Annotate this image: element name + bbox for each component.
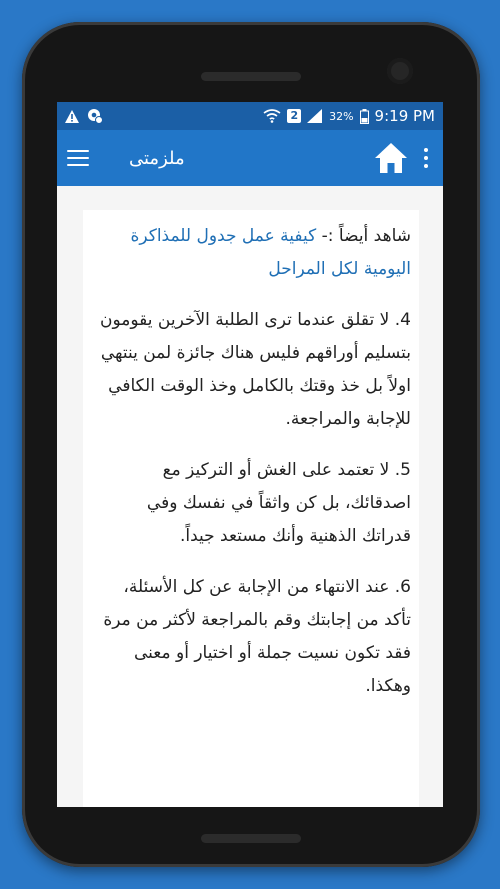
front-camera [387,58,413,84]
battery-percent: 32% [329,109,354,123]
see-also-link[interactable]: كيفية عمل جدول للمذاكرة اليومية لكل المراحل [130,226,411,279]
content-area [57,186,443,807]
article-paragraph: 4. لا تقلق عندما ترى الطلبة الآخرين يقومون بتسليم أوراقهم فليس هناك جائزة لمن ينتهي اولاً بل خذ وقتك بالكامل وخذ الوقت الكافي للإجابة والمراجعة. [100,310,411,429]
battery-icon [360,109,369,124]
app-bar [57,130,443,186]
wifi-icon [263,109,281,123]
status-bar [57,102,443,130]
app-title: ملزمتى [129,147,185,169]
sync-settings-icon [87,108,103,124]
see-also-paragraph [93,220,411,286]
status-left-icons [65,108,103,124]
status-right-icons [263,107,435,125]
home-icon[interactable] [373,141,409,175]
signal-icon [307,109,323,123]
phone-frame [22,22,480,867]
status-time: 9:19 PM [374,107,435,125]
sim-badge: 2 [287,109,301,123]
bottom-speaker [201,834,301,843]
article-paragraph: 6. عند الانتهاء من الإجابة عن كل الأسئلة، تأكد من إجابتك وقم بالمراجعة لأكثر من مرة فقد تكون نسيت جملة أو اختيار أو معنى وهكذا. [103,577,411,696]
more-options-icon[interactable] [423,148,429,168]
earpiece-speaker [201,72,301,81]
article-paragraph: 5. لا تعتمد على الغش أو التركيز مع اصدقائك، بل كن واثقاً في نفسك وفي قدراتك الذهنية وأنك مستعد جيداً. [146,460,411,546]
menu-icon[interactable] [67,150,89,166]
article-card [83,210,419,807]
warning-icon [65,110,79,123]
phone-screen [57,102,443,807]
see-also-label: شاهد أيضاً :- [316,226,411,246]
